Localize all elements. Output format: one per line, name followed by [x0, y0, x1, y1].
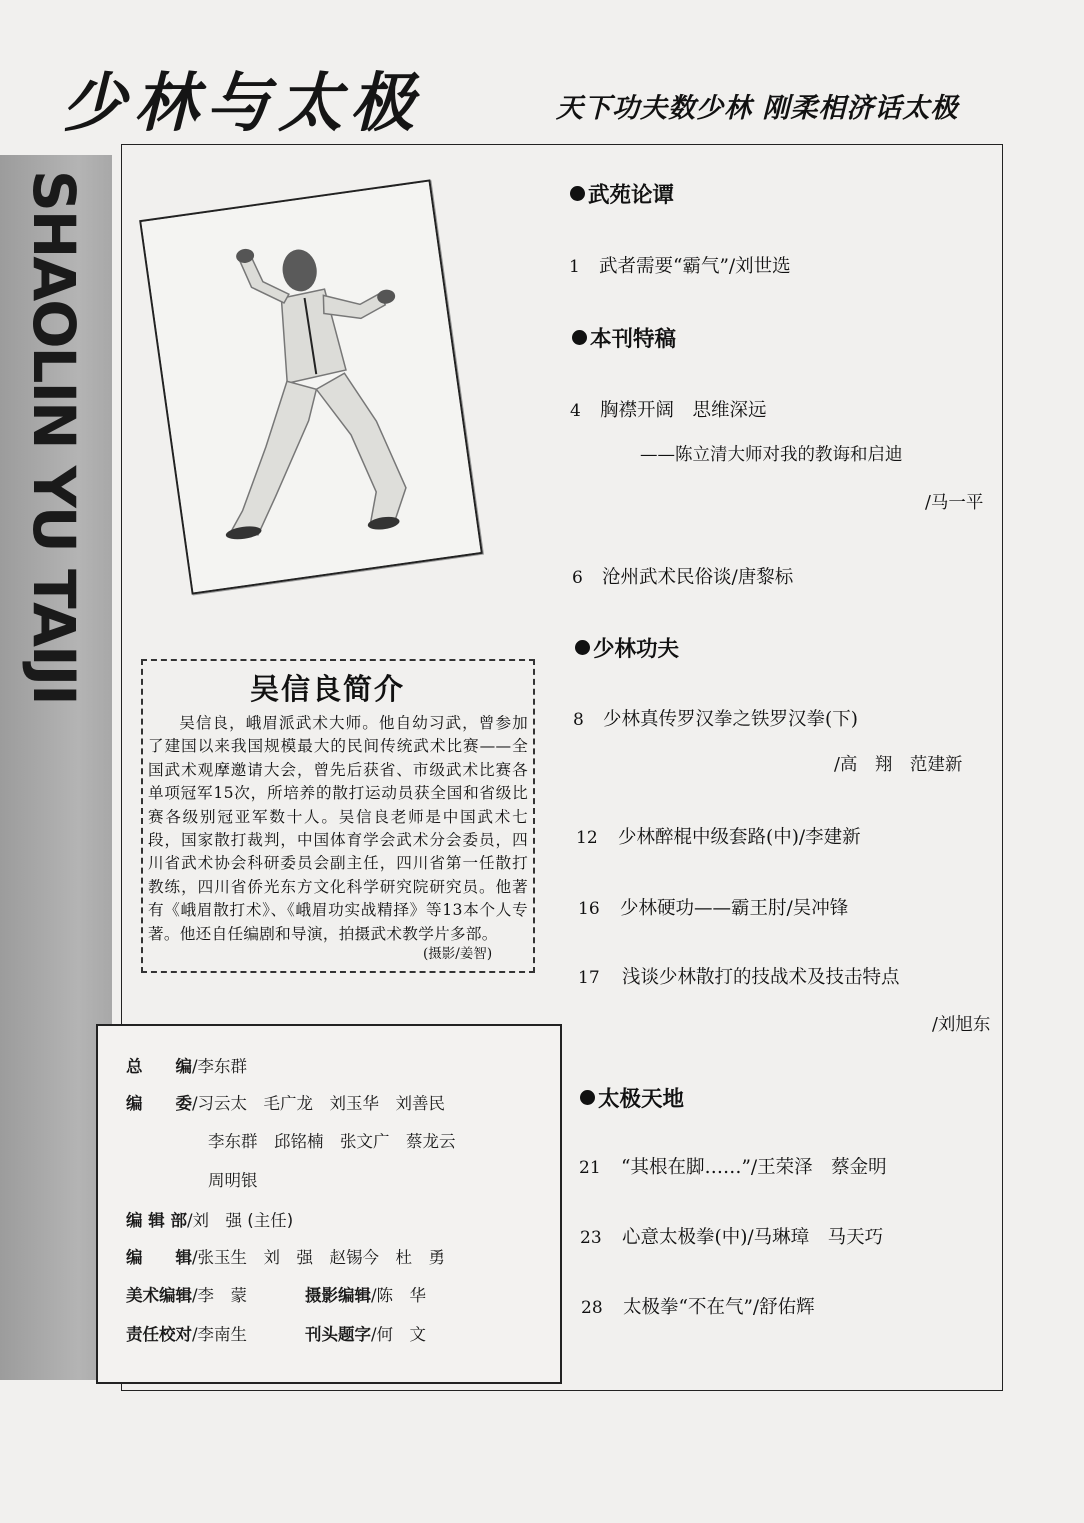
staff-board-row3: 周明银	[208, 1171, 258, 1190]
bullet-icon	[575, 640, 590, 655]
martial-artist-figure	[141, 182, 480, 593]
martial-artist-photo	[139, 179, 483, 594]
side-label: SHAOLIN YU TAIJI	[20, 170, 88, 704]
section-shaolin[interactable]: 少林功夫	[575, 632, 679, 663]
toc-entry[interactable]: 4 胸襟开阔 思维深远	[570, 400, 767, 421]
bio-text: 吴信良，峨眉派武术大师。他自幼习武，曾参加了建国以来我国规模最大的民间传统武术比赛——全国武术观摩邀请大会，曾先后获省、市级武术比赛各单项冠军15次，所培养的散打运动员获全国和省级比赛各级别冠亚军数十人。吴信良老师是中国武术七段，国家散打裁判，中国体育学会武术分会委员，四川省武术协会科研委员会副主任，四川省第一任散打教练，四川省侨光东方文化科学研究院研究员。他著有《峨眉散打术》、《峨眉功实战精择》等13本个人专著。他还自任编剧和导演，拍摄武术教学片多部。	[148, 714, 528, 943]
staff-proof: 责任校对/李南生	[126, 1325, 248, 1344]
toc-entry-subtitle: ——陈立清大师对我的教诲和启迪	[640, 445, 903, 465]
staff-calligraphy: 刊头题字/何 文	[305, 1325, 427, 1344]
toc-entry[interactable]: 12 少林醉棍中级套路(中)/李建新	[576, 827, 861, 848]
bullet-icon	[572, 330, 587, 345]
toc-entry[interactable]: 21 “其根在脚……”/王荣泽 蔡金明	[579, 1157, 887, 1178]
masthead-slogan: 天下功夫数少林 刚柔相济话太极	[556, 93, 959, 124]
staff-chief: 总 编/李东群	[126, 1057, 248, 1076]
bio-title: 吴信良简介	[250, 672, 406, 706]
toc-entry[interactable]: 6 沧州武术民俗谈/唐黎标	[572, 567, 794, 588]
toc-entry[interactable]: 28 太极拳“不在气”/舒佑辉	[581, 1297, 815, 1318]
bullet-icon	[580, 1090, 595, 1105]
toc-entry[interactable]: 1 武者需要“霸气”/刘世选	[569, 256, 791, 277]
toc-entry-author: /马一平	[925, 493, 984, 513]
toc-entry[interactable]: 8 少林真传罗汉拳之铁罗汉拳(下)	[573, 709, 858, 730]
section-taiji[interactable]: 太极天地	[580, 1082, 684, 1113]
toc-entry[interactable]: 16 少林硬功——霸王肘/吴冲锋	[578, 898, 849, 919]
staff-photo: 摄影编辑/陈 华	[305, 1286, 427, 1305]
staff-board: 编 委/习云太 毛广龙 刘玉华 刘善民	[126, 1094, 446, 1113]
bullet-icon	[570, 186, 585, 201]
photo-credit: (摄影/姜智)	[423, 946, 493, 962]
masthead-title: 少林与太极	[62, 66, 422, 141]
staff-dept: 编 辑 部/刘 强 (主任)	[126, 1211, 294, 1230]
staff-editors: 编 辑/张玉生 刘 强 赵锡今 杜 勇	[126, 1248, 446, 1267]
toc-entry[interactable]: 17 浅谈少林散打的技战术及技击特点	[578, 967, 900, 988]
toc-entry[interactable]: 23 心意太极拳(中)/马琳璋 马天巧	[580, 1227, 884, 1248]
toc-entry-author: /刘旭东	[932, 1015, 991, 1035]
staff-art: 美术编辑/李 蒙	[126, 1286, 248, 1305]
toc-entry-author: /高 翔 范建新	[834, 755, 963, 775]
staff-board-row2: 李东群 邱铭楠 张文广 蔡龙云	[208, 1132, 456, 1151]
section-wuyuan[interactable]: 武苑论谭	[570, 178, 674, 209]
section-special[interactable]: 本刊特稿	[572, 322, 676, 353]
